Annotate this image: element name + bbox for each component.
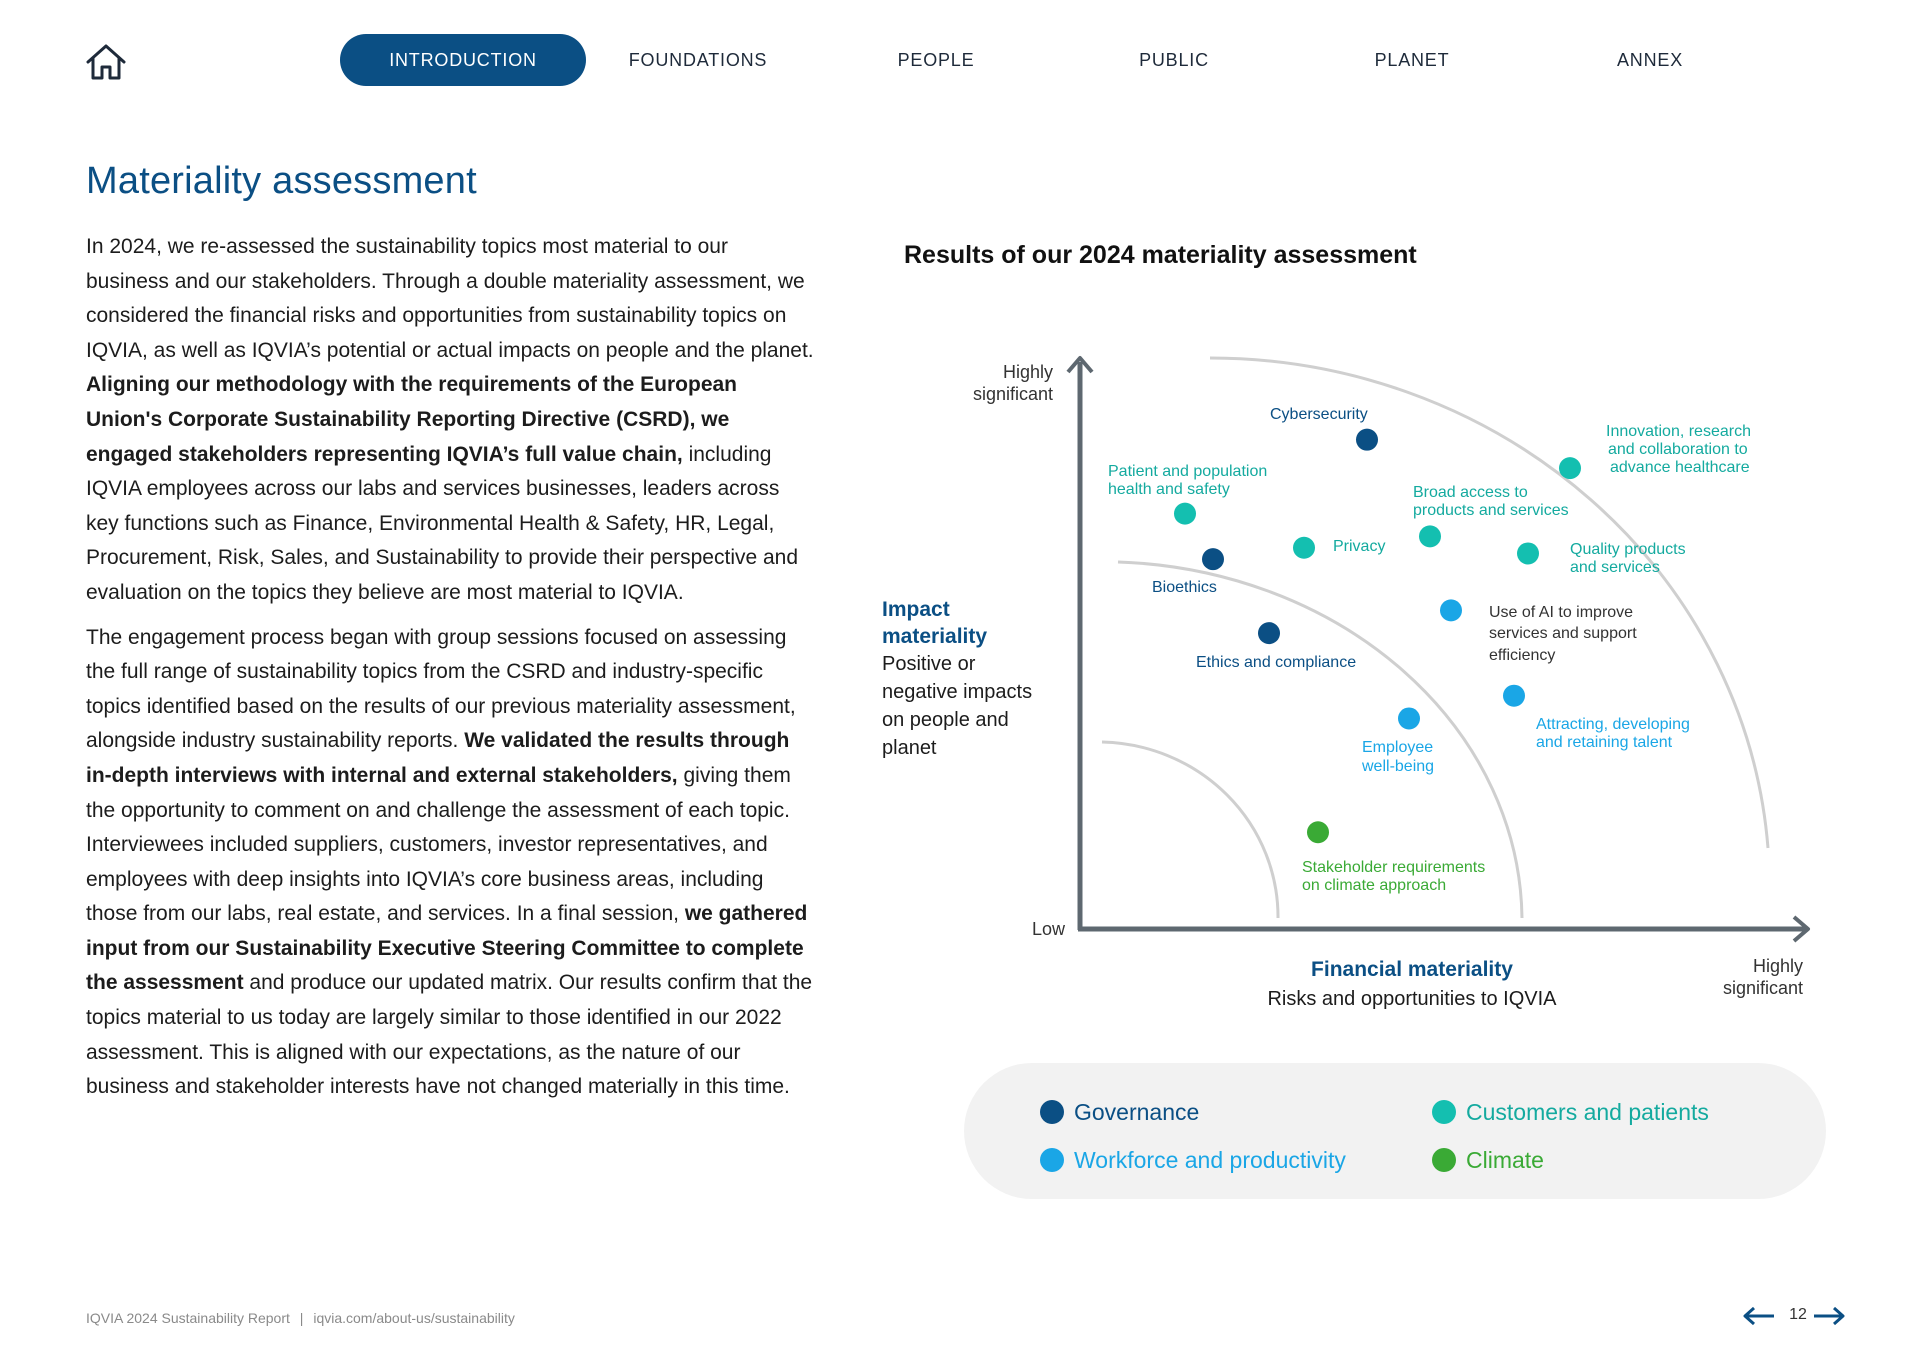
label-quality-2: and services [1570, 559, 1660, 576]
tab-introduction[interactable]: INTRODUCTION [340, 34, 586, 86]
paragraph-2-bold-1: We validated the results through in-depth interviews with internal and external stakeholders, [86, 729, 790, 787]
arrow-left-icon [1742, 1302, 1776, 1330]
label-innovation-3: advance healthcare [1610, 459, 1750, 476]
x-axis-title: Financial materiality [1311, 958, 1513, 981]
label-ai-2: services and support [1489, 625, 1637, 642]
legend-dot-customers [1432, 1100, 1456, 1124]
y-high-label-1: Highly [1002, 362, 1053, 382]
x-axis-subtitle: Risks and opportunities to IQVIA [1267, 988, 1557, 1010]
label-cybersecurity: Cybersecurity [1270, 406, 1368, 423]
legend-dot-climate [1432, 1148, 1456, 1172]
label-access-2: products and services [1413, 502, 1569, 519]
label-wellbeing-1: Employee [1362, 739, 1434, 756]
page-number: 12 [1789, 1306, 1807, 1323]
pagination [1742, 1302, 1844, 1330]
point-stakeholder-requirements-on-climate-approach [1307, 821, 1329, 843]
y-axis-subtitle-1: Positive or [882, 653, 976, 675]
legend-label-climate: Climate [1466, 1147, 1544, 1173]
legend-dot-workforce [1040, 1148, 1064, 1172]
label-ethics: Ethics and compliance [1196, 654, 1357, 671]
y-axis-subtitle-4: planet [882, 737, 937, 759]
footer-separator: | [299, 1310, 304, 1326]
paragraph-1-bold: Aligning our methodology with the requirements of the European Union's Corporate Sustainability Reporting Directive (CSRD), we engaged stakeholders representing IQVIA’s full value chain, [86, 373, 738, 466]
point-use-of-ai-to-improve-services-and-support-efficiency [1440, 599, 1462, 621]
paragraph-2-text-a: The engagement process began with group sessions focused on assessing the full range of sustainability topics from the CSRD and industry-specific topics identified based on the results of our previous materiality assessment, alongside industry sustainability reports. [86, 625, 796, 753]
page-title: Materiality assessment [86, 160, 477, 202]
label-climate-2: on climate approach [1302, 877, 1447, 894]
point-quality-products-and-services [1517, 542, 1539, 564]
y-axis-subtitle-3: on people and [882, 709, 1009, 731]
label-access-1: Broad access to [1413, 484, 1528, 501]
point-broad-access-to-products-and-services [1419, 525, 1441, 547]
threshold-arc-inner [1102, 742, 1278, 918]
y-high-label-2: significant [972, 384, 1053, 404]
legend-label-governance: Governance [1074, 1099, 1200, 1125]
paragraph-1-text-c: including IQVIA employees across our labs and services businesses, leaders across key functions such as Finance, Environmental Health & Safety, HR, Legal, Procurement, Risk, Sales, and Sustainability to provide their perspective and evaluation on the topics they believe are most material to IQVIA. [86, 442, 799, 604]
tab-annex[interactable]: ANNEX [1616, 50, 1683, 70]
point-patient-and-population-health-and-safety [1174, 503, 1196, 525]
footer [86, 1310, 515, 1326]
point-privacy [1293, 537, 1315, 559]
footer-report-title: IQVIA 2024 Sustainability Report [86, 1310, 290, 1326]
point-attracting-developing-and-retaining-talent [1503, 685, 1525, 707]
tab-people[interactable]: PEOPLE [897, 50, 975, 70]
point-bioethics [1202, 548, 1224, 570]
point-cybersecurity [1356, 429, 1378, 451]
footer-url[interactable]: iqvia.com/about-us/sustainability [313, 1310, 515, 1326]
point-employee-well-being [1398, 707, 1420, 729]
y-axis-title-1: Impact [882, 598, 950, 621]
label-talent-2: and retaining talent [1536, 734, 1673, 751]
paragraph-2-text-e: and produce our updated matrix. Our results confirm that the topics material to us today are largely similar to those identified in our 2022 assessment. This is aligned with our expectations, as the nature of our business and stakeholder interests have not changed materially in this time. [86, 971, 813, 1099]
label-wellbeing-2: well-being [1362, 758, 1435, 775]
legend-dot-governance [1040, 1100, 1064, 1124]
point-ethics-and-compliance [1258, 622, 1280, 644]
arrow-right-icon [1812, 1302, 1846, 1330]
paragraph-2-text-c: giving them the opportunity to comment on and challenge the assessment of each topic. Interviewees included suppliers, customers, investor representatives, and employees with deep insights into IQVIA’s core business areas, including those from our labs, real estate, and services. In a final session, [86, 763, 791, 926]
label-innovation-1: Innovation, research [1606, 423, 1751, 440]
label-privacy: Privacy [1333, 538, 1386, 555]
label-quality-1: Quality products [1570, 541, 1686, 558]
y-axis-subtitle-2: negative impacts [882, 681, 1033, 703]
y-low-label: Low [1031, 919, 1065, 939]
prev-page-button[interactable] [1742, 1302, 1776, 1330]
chart-legend [964, 1063, 1826, 1199]
tab-planet[interactable]: PLANET [1374, 50, 1450, 70]
tab-foundations[interactable]: FOUNDATIONS [628, 50, 768, 70]
y-axis-title-2: materiality [882, 625, 988, 648]
label-patient-1: Patient and population [1108, 463, 1268, 480]
legend-label-customers: Customers and patients [1466, 1099, 1709, 1125]
label-talent-1: Attracting, developing [1536, 716, 1690, 733]
point-innovation-research-and-collaboration-to-advance-healthcare [1559, 457, 1581, 479]
label-climate-1: Stakeholder requirements [1302, 859, 1486, 876]
next-page-button[interactable] [1812, 1302, 1846, 1330]
label-patient-2: health and safety [1108, 481, 1230, 498]
legend-label-workforce: Workforce and productivity [1074, 1147, 1346, 1173]
chart-title: Results of our 2024 materiality assessment [904, 241, 1417, 269]
label-innovation-2: and collaboration to [1608, 441, 1748, 458]
label-bioethics: Bioethics [1152, 579, 1217, 596]
x-high-label-1: Highly [1752, 956, 1803, 976]
label-ai-3: efficiency [1489, 647, 1556, 664]
label-ai-1: Use of AI to improve [1489, 604, 1634, 621]
paragraph-1-text-a: In 2024, we re-assessed the sustainability topics most material to our business and our stakeholders. Through a double materiality assessment, we considered the financial risks and opportunities from sustainability topics on IQVIA, as well as IQVIA’s potential or actual impacts on people and the planet. [86, 235, 814, 362]
paragraph-2-bold-2: we gathered input from our Sustainability Executive Steering Committee to complete the assessment [86, 902, 808, 995]
x-high-label-2: significant [1722, 978, 1803, 998]
tab-public[interactable]: PUBLIC [1139, 50, 1209, 70]
